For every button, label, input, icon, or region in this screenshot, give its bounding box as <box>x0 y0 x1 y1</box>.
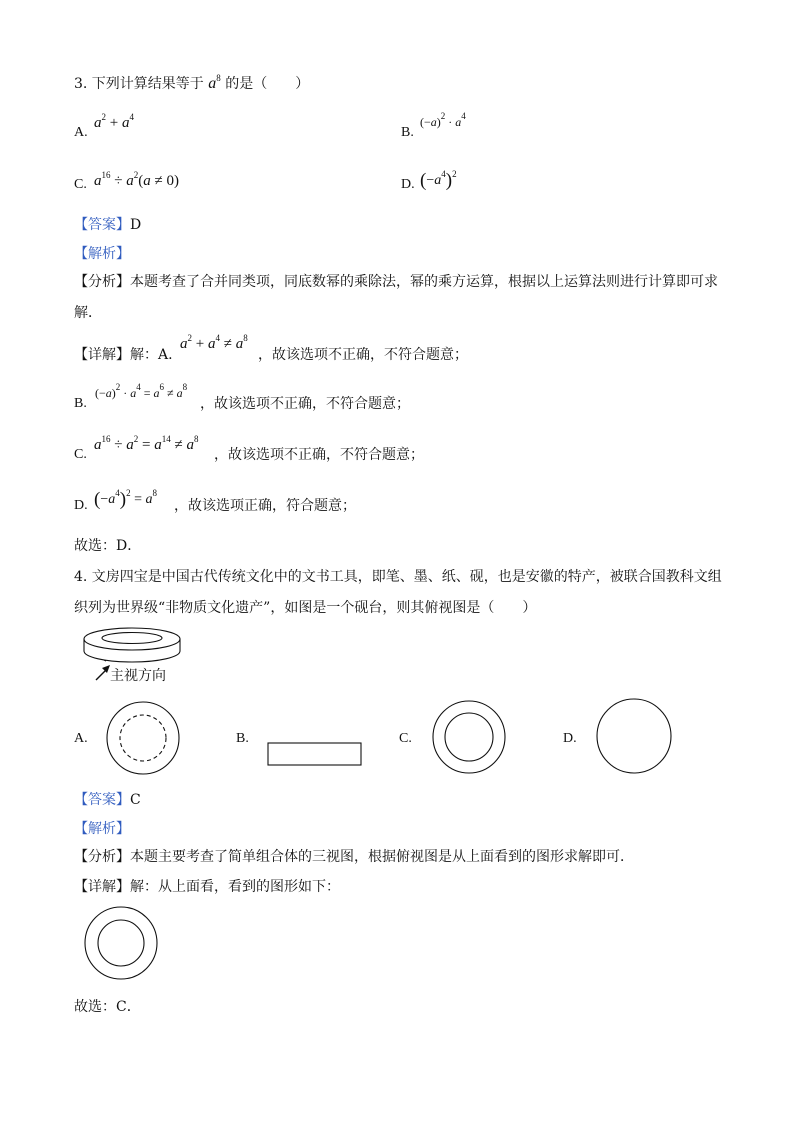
q3-fenxi-line-1 <box>74 275 718 289</box>
q4-option-a-figure[interactable] <box>105 700 181 776</box>
q4-stem-line-2: 织列为世界级“非物质文化遗产”，如图是一个砚台，则其俯视图是（ ） <box>74 600 537 616</box>
q3-solution-b-label: B. <box>74 396 87 411</box>
q4-answer-tag: 答案 <box>88 792 116 808</box>
q3-xiangjie-bracket-close: 】 <box>116 347 130 363</box>
q4-fenxi-bracket-open: 【 <box>74 849 88 865</box>
q3-stem-var: a <box>208 75 217 92</box>
q3-fenxi-bracket-close: 】 <box>116 274 130 290</box>
q3-fenxi-line-2 <box>74 306 102 320</box>
figure-caption: 主视方向 <box>110 668 166 684</box>
q3-option-b-label: B. <box>401 125 414 140</box>
q3-analysis-tag: 解析 <box>88 246 116 262</box>
q4-answer-bracket-open: 【 <box>74 792 88 808</box>
q3-fenxi-text-2: 解． <box>74 305 102 321</box>
q4-analysis-bracket-close: 】 <box>116 821 130 837</box>
q4-solution-figure <box>83 905 161 983</box>
q3-option-d-expr: $(-a^4)^2$ <box>420 169 457 191</box>
q3-analysis-bracket-close: 】 <box>116 246 130 262</box>
q3-solution-c-judge: ，故该选项不正确，不符合题意； <box>214 447 424 463</box>
q3-answer-tag: 答案 <box>88 217 116 233</box>
q3-stem-post: 的是（ ） <box>225 76 310 92</box>
q3-option-a-expr: $a^2 + a^4$ <box>94 112 134 131</box>
q4-fenxi-line <box>74 850 634 864</box>
q4-option-d-figure[interactable] <box>595 696 675 776</box>
q3-fenxi-bracket-open: 【 <box>74 274 88 290</box>
q4-xiangjie-bracket-open: 【 <box>74 879 88 895</box>
q3-solution-c-expr: $a^{16} \div a^2 = a^{14} \ne a^8$ <box>94 434 199 453</box>
q3-conclusion: 故选：D． <box>74 538 142 554</box>
q3-analysis-bracket-open: 【 <box>74 246 88 262</box>
q4-xiangjie-bracket-close: 】 <box>116 879 130 895</box>
q4-fenxi-tag: 分析 <box>88 849 116 865</box>
q4-option-d-label: D. <box>563 731 577 746</box>
q4-option-c[interactable] <box>399 732 412 746</box>
q3-analysis-line <box>74 247 130 261</box>
q3-solution-d-expr: $(-a^4)^2 = a^8$ <box>94 488 157 510</box>
q4-conclusion: 故选：C． <box>74 999 141 1015</box>
q3-stem-math <box>208 75 221 92</box>
q3-answer-bracket-close: 】 <box>116 217 130 233</box>
q4-xiangjie-text: 解：从上面看，看到的图形如下： <box>130 879 340 895</box>
q4-xiangjie-line <box>74 880 340 894</box>
q3-solution-b-judge: ，故该选项不正确，不符合题意； <box>200 396 410 412</box>
q3-option-c-label: C. <box>74 177 87 192</box>
q3-xiangjie-tag: 详解 <box>88 347 116 363</box>
q3-option-c-expr: $a^{16} \div a^2(a \ne 0)$ <box>94 170 179 189</box>
q3-option-a[interactable] <box>74 126 88 140</box>
q4-option-b-figure[interactable] <box>267 742 363 768</box>
q3-stem-pre: 3. 下列计算结果等于 <box>74 76 204 92</box>
q4-analysis-line <box>74 822 130 836</box>
q4-xiangjie-tag: 详解 <box>88 879 116 895</box>
q3-solution-d-judge: ，故该选项正确，符合题意； <box>174 498 356 514</box>
q3-answer-bracket-open: 【 <box>74 217 88 233</box>
q3-option-b[interactable] <box>401 126 414 140</box>
q3-option-d-label: D. <box>401 177 415 192</box>
q3-answer-value: D <box>130 217 142 233</box>
q3-option-d[interactable] <box>401 178 415 192</box>
q4-answer-value: C <box>130 792 141 808</box>
q4-analysis-tag: 解析 <box>88 821 116 837</box>
q4-fenxi-bracket-close: 】 <box>116 849 130 865</box>
q3-xiangjie-bracket-open: 【 <box>74 347 88 363</box>
q3-fenxi-tag: 分析 <box>88 274 116 290</box>
q4-fenxi-text: 本题主要考查了简单组合体的三视图，根据俯视图是从上面看到的图形求解即可． <box>130 849 634 865</box>
q3-stem <box>74 73 310 92</box>
q4-option-c-label: C. <box>399 731 412 746</box>
q3-solution-d-label: D. <box>74 498 88 513</box>
q3-option-c[interactable] <box>74 178 87 192</box>
q3-xiangjie-line-a <box>74 348 173 362</box>
q3-solution-a-expr: $a^2 + a^4 \ne a^8$ <box>180 333 248 352</box>
q4-option-d[interactable] <box>563 732 577 746</box>
q4-option-b-label: B. <box>236 731 249 746</box>
q4-stem-line-1: 4. 文房四宝是中国古代传统文化中的文书工具，即笔、墨、纸、砚，也是安徽的特产，被联合国教科文组 <box>74 569 722 585</box>
q3-solution-c-label: C. <box>74 447 87 462</box>
q4-analysis-bracket-open: 【 <box>74 821 88 837</box>
q3-option-b-expr: $(-a)^2 \cdot a^4$ <box>420 111 466 129</box>
q4-answer-line <box>74 793 141 807</box>
q4-option-a[interactable] <box>74 732 88 746</box>
q4-option-a-label: A. <box>74 731 88 746</box>
q3-xiangjie-intro: 解：A. <box>130 347 173 363</box>
q3-option-a-label: A. <box>74 125 88 140</box>
q3-answer-line <box>74 218 141 232</box>
q4-option-c-figure[interactable] <box>430 698 508 776</box>
q3-solution-b-expr: $(-a)^2 \cdot a^4 = a^6 \ne a^8$ <box>95 382 188 400</box>
q4-option-b[interactable] <box>236 732 249 746</box>
q3-solution-a-judge: ，故该选项不正确，不符合题意； <box>258 347 468 363</box>
q3-stem-exp: 8 <box>216 73 221 83</box>
q3-fenxi-text-1: 本题考查了合并同类项，同底数幂的乘除法，幂的乘方运算，根据以上运算法则进行计算即可求 <box>130 274 718 290</box>
q4-answer-bracket-close: 】 <box>116 792 130 808</box>
